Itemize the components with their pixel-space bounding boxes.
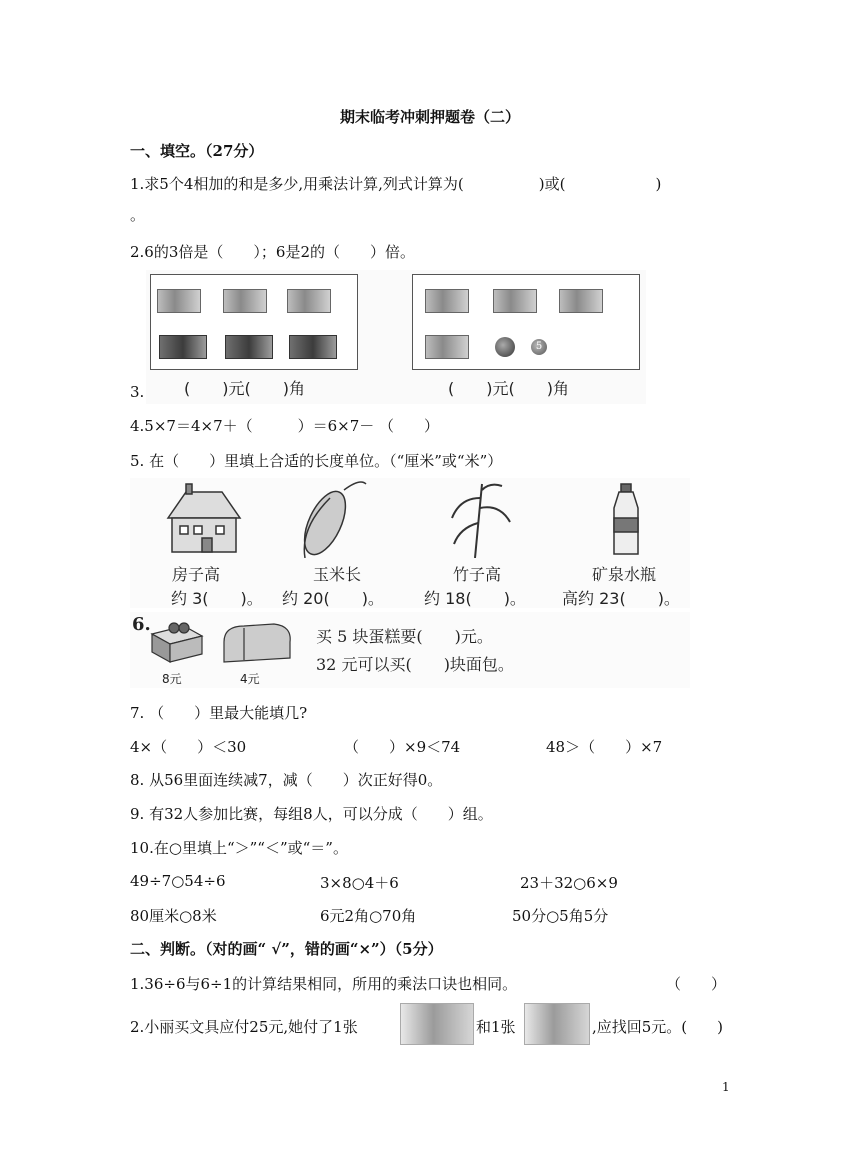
compare-item: 6元2角○70角 [320,907,417,925]
section-1-heading: 一、填空。（27分） [130,142,264,160]
compare-item: 3×8○4＋6 [320,874,399,892]
judge-question-2-part-b: 和1张 [476,1018,516,1036]
cake-price: 8元 [162,672,182,686]
cake-icon [152,623,202,662]
house-blank: 约 3( )。 [171,589,263,608]
bamboo-icon [452,484,510,558]
question-3-number: 3. [130,383,145,401]
bread-price: 4元 [240,672,260,686]
length-figure-drawings [130,478,690,558]
question-1-continuation: 。 [130,206,146,224]
banknote-image [223,289,267,313]
section-2-heading: 二、判断。（对的画“ √”，错的画“×”）（5分） [130,940,443,958]
banknote-image [289,335,337,359]
money-box-right [412,274,640,370]
question-7-b: （ ）×9＜74 [344,738,461,756]
compare-item: 80厘米○8米 [130,907,217,925]
corn-icon [296,482,366,558]
question-9: 9. 有32人参加比赛，每组8人，可以分成（ ）组。 [130,805,493,823]
compare-item: 50分○5角5分 [512,907,609,925]
banknote-image [159,335,207,359]
question-7-a: 4×（ ）＜30 [130,738,247,756]
twenty-yuan-note-image [400,1003,474,1045]
question-2: 2.6的3倍是（ ）；6是2的（ ）倍。 [130,243,415,261]
judge-question-1: 1.36÷6与6÷1的计算结果相同，所用的乘法口诀也相同。 [130,975,518,993]
question-4: 4.5×7＝4×7＋（ ）＝6×7－ （ ） [130,417,440,435]
banknote-image [157,289,201,313]
judge-question-2-part-c: ,应找回5元。( ) [592,1018,724,1036]
banknote-image [559,289,603,313]
money-figure [146,270,646,404]
corn-blank: 约 20( )。 [282,589,384,608]
banknote-image [287,289,331,313]
question-8: 8. 从56里面连续减7，减（ ）次正好得0。 [130,771,443,789]
compare-item: 23＋32○6×9 [520,874,618,892]
question-6-line-2: 32 元可以买( )块面包。 [316,655,514,674]
q3-right-blank: ( )元( )角 [448,379,569,398]
bread-icon [224,624,290,662]
question-6-line-1: 买 5 块蛋糕要( )元。 [316,627,493,646]
shopping-drawings [144,616,304,670]
q3-left-blank: ( )元( )角 [184,379,305,398]
banknote-image [425,289,469,313]
bamboo-label: 竹子高 [453,565,502,584]
question-7: 7. （ ）里最大能填几? [130,704,308,722]
coin-image: 5 [531,339,547,355]
coin-image [495,337,515,357]
banknote-image [524,1003,590,1045]
compare-item: 49÷7○54÷6 [130,872,226,890]
question-1: 1.求5个4相加的和是多少,用乘法计算,列式计算为( )或( ) [130,175,662,193]
banknote-image [493,289,537,313]
question-5: 5. 在（ ）里填上合适的长度单位。（“厘米”或“米”） [130,452,503,470]
question-10: 10.在○里填上“＞”“＜”或“＝”。 [130,839,348,857]
page-title: 期末临考冲刺押题卷（二） [339,108,520,126]
house-icon [168,484,240,552]
page-number: 1 [722,1080,730,1094]
banknote-image [225,335,273,359]
corn-label: 玉米长 [313,565,362,584]
house-label: 房子高 [172,565,221,584]
bottle-label: 矿泉水瓶 [592,565,657,584]
shopping-figure [130,612,690,688]
judge-question-1-blank: （ ） [666,975,727,993]
bottle-blank: 高约 23( )。 [562,589,680,608]
banknote-image [425,335,469,359]
question-7-c: 48＞（ ）×7 [546,738,663,756]
length-figure [130,478,690,608]
judge-question-2-part-a: 2.小丽买文具应付25元,她付了1张 [130,1018,358,1036]
money-box-left [150,274,358,370]
question-6-number: 6. [132,614,151,635]
bamboo-blank: 约 18( )。 [424,589,526,608]
water-bottle-icon [614,484,638,554]
